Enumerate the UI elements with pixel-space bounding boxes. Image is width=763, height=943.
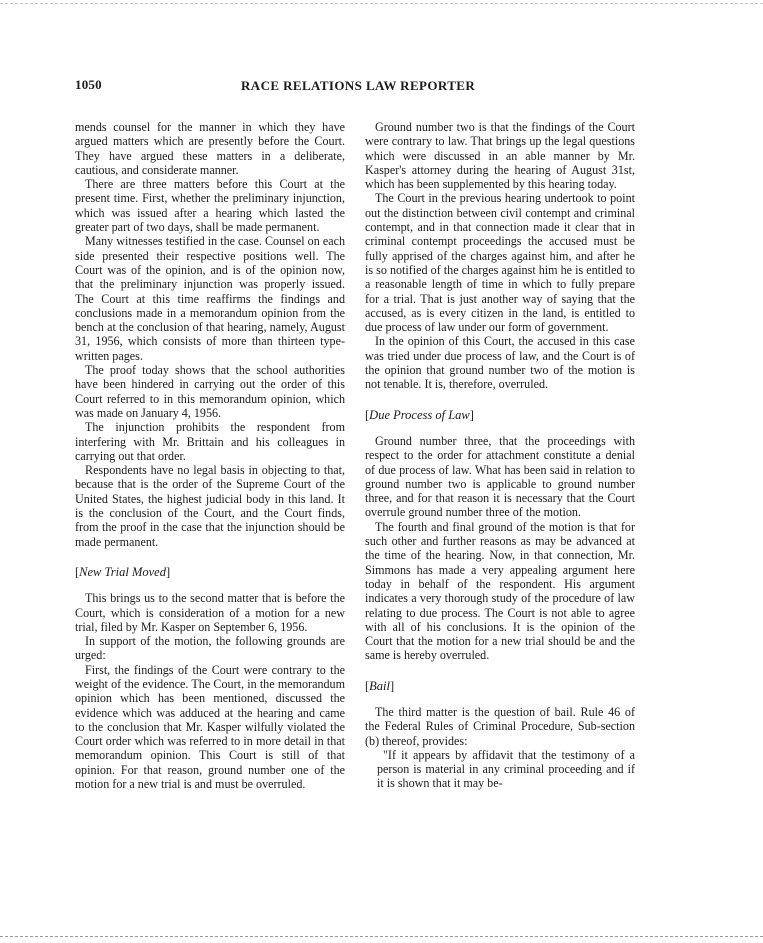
- paragraph: Ground number two is that the findings of the Court were contrary to law. That brings up the legal questions which were discussed in an able manner by Mr. Kasper's attorney during the hearing of August 31st, which has been supplemented by this hearing today.: [365, 120, 635, 192]
- running-head: RACE RELATIONS LAW REPORTER: [241, 78, 476, 93]
- paragraph: The Court in the previous hearing undertook to point out the distinction between civil contempt and criminal contempt, and in that connection made it clear that in criminal contempt proceedings the accused must be fully apprised of the charges against him, and after he is so notified of the charges against him he is entitled to a reasonable length of time in which to fully prepare for a trial. That is just another way of saying that the accused, as is every citizen in the land, is entitled to due process of law under our form of government.: [365, 191, 635, 335]
- paragraph: The fourth and final ground of the motion is that for such other and further reasons as may be advanced at the time of the hearing. Now, in that connection, Mr. Simmons has made a very appealing argument here today in behalf of the respondent. His argument indicates a very thorough study of the procedure of law relating to due process. The Court is not able to agree with all of his conclusions. It is the opinion of the Court that the motion for a new trial should be and the same is hereby overruled.: [365, 519, 635, 663]
- quote-text: "If it appears by affidavit that the testimony of a person is material in any criminal proceeding and if it is shown that it may be-: [377, 747, 635, 791]
- top-rule: [0, 3, 763, 4]
- page-number: 1050: [75, 77, 102, 92]
- paragraph: There are three matters before this Court at the present time. First, whether the preliminary injunction, which was issued after a hearing which lasted the greater part of two days, shall be made permanent.: [75, 177, 345, 235]
- section-heading-new-trial: [New Trial Moved]: [75, 564, 171, 579]
- block-quote: [377, 748, 635, 791]
- paragraph: The third matter is the question of bail. Rule 46 of the Federal Rules of Criminal Procedure, Sub-section (b) thereof, provides:: [365, 704, 635, 748]
- paragraph: The injunction prohibits the respondent from interfering with Mr. Brittain and his colleagues in carrying out that order.: [75, 420, 345, 463]
- paragraph: In support of the motion, the following grounds are urged:: [75, 634, 345, 663]
- paragraph: In the opinion of this Court, the accused in this case was tried under due process of law, and the Court is of the opinion that ground number two of the motion is not tenable. It is, therefore, overruled.: [365, 334, 635, 392]
- paragraph: First, the findings of the Court were contrary to the weight of the evidence. The Court, in the memorandum opinion which has been mentioned, discussed the evidence which was adduced at the hearing and came to the conclusion that Mr. Kasper wilfully violated the Court order which was referred to in more detail in that memorandum opinion. This Court is still of that opinion. For that reason, ground number one of the motion for a new trial is and must be overruled.: [75, 662, 345, 792]
- left-column: [75, 120, 345, 791]
- section-heading-text: Bail: [369, 678, 391, 693]
- paragraph: Many witnesses testified in the case. Counsel on each side presented their respective positions well. The Court was of the opinion, and is of the opinion now, that the preliminary injunction was properly issued. The Court at this time reaffirms the findings and conclusions made in a memorandum opinion from the bench at the conclusion of that hearing, namely, August 31, 1956, which consists of more than thirteen type-written pages.: [75, 234, 345, 363]
- section-heading-bail: [Bail]: [365, 678, 395, 693]
- paragraph: Ground number three, that the proceedings with respect to the order for attachment constitute a denial of due process of law. What has been said in relation to ground number two is applicable to ground number three, and for that reason it is necessary that the Court overrule ground number three of the motion.: [365, 433, 635, 520]
- bottom-rule: [0, 936, 763, 937]
- section-heading-text: Due Process of Law: [369, 407, 470, 422]
- paragraph: mends counsel for the manner in which they have argued matters which are presently before the Court. They have argued these matters in a deliberate, cautious, and considerate manner.: [75, 120, 345, 177]
- section-heading-due-process: [Due Process of Law]: [365, 407, 474, 422]
- section-heading-text: New Trial Moved: [79, 564, 166, 579]
- paragraph: This brings us to the second matter that is before the Court, which is consideration of a motion for a new trial, filed by Mr. Kasper on September 6, 1956.: [75, 591, 345, 634]
- right-column: [365, 120, 635, 791]
- paragraph: The proof today shows that the school authorities have been hindered in carrying out the order of this Court referred to in this memorandum opinion, which was made on January 4, 1956.: [75, 363, 345, 420]
- paragraph: Respondents have no legal basis in objecting to that, because that is the order of the Supreme Court of the United States, the highest judicial body in this land. It is the conclusion of the Court, and the Court finds, from the proof in the case that the injunction should be made permanent.: [75, 463, 345, 549]
